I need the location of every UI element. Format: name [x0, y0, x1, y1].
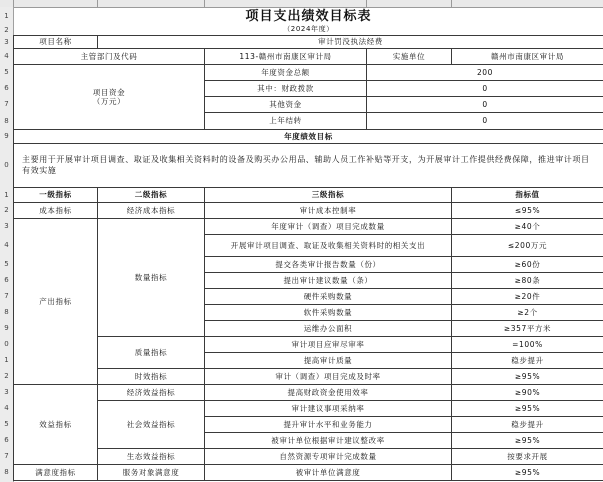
level2-indicator[interactable]: 质量指标	[98, 336, 205, 368]
funds-total-label[interactable]: 年度资金总额	[205, 64, 367, 80]
level3-indicator[interactable]: 被审计单位满意度	[205, 464, 452, 480]
row-number[interactable]: 5	[4, 68, 9, 76]
level3-indicator[interactable]: 审计（调查）项目完成及时率	[205, 368, 452, 384]
impl-unit-value[interactable]: 赣州市南康区审计局	[452, 48, 603, 64]
row-number[interactable]: 4	[4, 241, 9, 249]
row-number[interactable]: 9	[4, 324, 9, 332]
column-divider	[451, 0, 452, 7]
indicator-value[interactable]: ≥95%	[452, 464, 603, 480]
indicator-value[interactable]: ≥80条	[452, 272, 603, 288]
funds-fiscal-value[interactable]: 0	[367, 80, 603, 96]
funds-carryover-label[interactable]: 上年结转	[205, 112, 367, 129]
row-number[interactable]: 0	[4, 161, 9, 169]
level3-indicator[interactable]: 提高财政资金使用效率	[205, 384, 452, 400]
funds-fiscal-label[interactable]: 其中：财政拨款	[205, 80, 367, 96]
level3-indicator[interactable]: 提交各类审计报告数量（份）	[205, 256, 452, 272]
funds-other-value[interactable]: 0	[367, 96, 603, 112]
performance-target-table	[13, 7, 603, 481]
level3-indicator[interactable]: 提出审计建议数量（条）	[205, 272, 452, 288]
level3-indicator[interactable]: 提升审计水平和业务能力	[205, 416, 452, 432]
header-level1[interactable]: 一级指标	[14, 187, 98, 202]
level2-indicator[interactable]: 服务对象满意度	[98, 464, 205, 480]
level1-indicator[interactable]: 满意度指标	[14, 464, 98, 480]
row-number[interactable]: 9	[4, 132, 9, 140]
row-number[interactable]: 2	[4, 206, 9, 214]
level3-indicator[interactable]: 自然资源专项审计完成数量	[205, 448, 452, 464]
indicator-value[interactable]: ≥2个	[452, 304, 603, 320]
year-label[interactable]: （2024年度）	[283, 25, 334, 34]
level2-indicator[interactable]: 数量指标	[98, 218, 205, 336]
funds-other-label[interactable]: 其他资金	[205, 96, 367, 112]
row-number[interactable]: 3	[4, 388, 9, 396]
header-value[interactable]: 指标值	[452, 187, 603, 202]
indicator-value[interactable]: ≥95%	[452, 432, 603, 448]
row-number[interactable]: 0	[4, 340, 9, 348]
indicator-value[interactable]: ≤200万元	[452, 234, 603, 256]
row-number[interactable]: 7	[4, 100, 9, 108]
funds-total-value[interactable]: 200	[367, 64, 603, 80]
project-name-value[interactable]: 审计罚没执法经费	[98, 35, 603, 48]
level3-indicator[interactable]: 运维办公面积	[205, 320, 452, 336]
column-divider	[97, 0, 98, 7]
dept-label[interactable]: 主管部门及代码	[14, 48, 205, 64]
project-name-label[interactable]: 项目名称	[14, 35, 98, 48]
row-number[interactable]: 6	[4, 436, 9, 444]
row-number[interactable]: 2	[4, 26, 9, 34]
row-number[interactable]: 5	[4, 260, 9, 268]
row-number[interactable]: 6	[4, 84, 9, 92]
row-number[interactable]: 5	[4, 420, 9, 428]
level2-indicator[interactable]: 经济效益指标	[98, 384, 205, 400]
row-number[interactable]: 3	[4, 37, 9, 46]
row-number[interactable]: 8	[4, 116, 9, 125]
level1-indicator[interactable]: 效益指标	[14, 384, 98, 464]
indicator-value[interactable]: ≥40个	[452, 218, 603, 234]
indicator-value[interactable]: ≥95%	[452, 368, 603, 384]
indicator-value[interactable]: ≥20件	[452, 288, 603, 304]
level2-indicator[interactable]: 时效指标	[98, 368, 205, 384]
level2-indicator[interactable]: 社会效益指标	[98, 400, 205, 448]
funds-carryover-value[interactable]: 0	[367, 112, 603, 129]
indicator-value[interactable]: =100%	[452, 336, 603, 352]
column-divider	[204, 0, 205, 7]
header-level3[interactable]: 三级指标	[205, 187, 452, 202]
sheet-title[interactable]: 项目支出绩效目标表	[245, 8, 372, 24]
level3-indicator[interactable]: 开展审计项目调查、取证及收集相关资料时的相关支出	[205, 234, 452, 256]
row-number[interactable]: 8	[4, 468, 9, 476]
row-number[interactable]: 4	[4, 52, 9, 60]
objectives-text[interactable]: 主要用于开展审计项目调查、取证及收集相关资料时的设备及购买办公用品、辅助人员工作补贴等开支，为开展审计工作提供经费保障，推进审计项目有效实施	[14, 143, 603, 187]
level3-indicator[interactable]: 硬件采购数量	[205, 288, 452, 304]
level3-indicator[interactable]: 年度审计（调查）项目完成数量	[205, 218, 452, 234]
funds-label[interactable]: 项目资金 （万元）	[14, 64, 205, 129]
row-header-bar	[0, 7, 14, 482]
row-number[interactable]: 7	[4, 452, 9, 460]
indicator-value[interactable]: 稳步提升	[452, 352, 603, 368]
row-number[interactable]: 3	[4, 222, 9, 230]
level1-indicator[interactable]: 成本指标	[14, 202, 98, 218]
level2-indicator[interactable]: 生态效益指标	[98, 448, 205, 464]
level2-indicator[interactable]: 经济成本指标	[98, 202, 205, 218]
row-number[interactable]: 1	[4, 356, 9, 364]
indicator-value[interactable]: ≥60份	[452, 256, 603, 272]
header-level2[interactable]: 二级指标	[98, 187, 205, 202]
dept-value[interactable]: 113-赣州市南康区审计局	[205, 48, 367, 64]
level1-indicator[interactable]: 产出指标	[14, 218, 98, 384]
row-number[interactable]: 1	[4, 190, 9, 199]
row-number[interactable]: 6	[4, 276, 9, 284]
row-number[interactable]: 1	[4, 12, 9, 20]
impl-unit-label[interactable]: 实施单位	[367, 48, 452, 64]
row-number[interactable]: 4	[4, 404, 9, 412]
indicator-value[interactable]: 按要求开展	[452, 448, 603, 464]
indicator-value[interactable]: ≥357平方米	[452, 320, 603, 336]
level3-indicator[interactable]: 被审计单位根据审计建议整改率	[205, 432, 452, 448]
spreadsheet-area	[13, 7, 603, 482]
indicator-value[interactable]: ≥95%	[452, 400, 603, 416]
indicator-value[interactable]: 稳步提升	[452, 416, 603, 432]
level3-indicator[interactable]: 提高审计质量	[205, 352, 452, 368]
level3-indicator[interactable]: 审计项目应审尽审率	[205, 336, 452, 352]
indicator-value[interactable]: ≤95%	[452, 202, 603, 218]
row-number[interactable]: 2	[4, 372, 9, 380]
column-divider	[13, 0, 14, 7]
row-number[interactable]: 8	[4, 308, 9, 316]
row-number[interactable]: 7	[4, 292, 9, 300]
level3-indicator[interactable]: 软件采购数量	[205, 304, 452, 320]
level3-indicator[interactable]: 审计成本控制率	[205, 202, 452, 218]
objectives-heading[interactable]: 年度绩效目标	[14, 129, 603, 143]
indicator-value[interactable]: ≥90%	[452, 384, 603, 400]
column-divider	[366, 0, 367, 7]
level3-indicator[interactable]: 审计建议事项采纳率	[205, 400, 452, 416]
